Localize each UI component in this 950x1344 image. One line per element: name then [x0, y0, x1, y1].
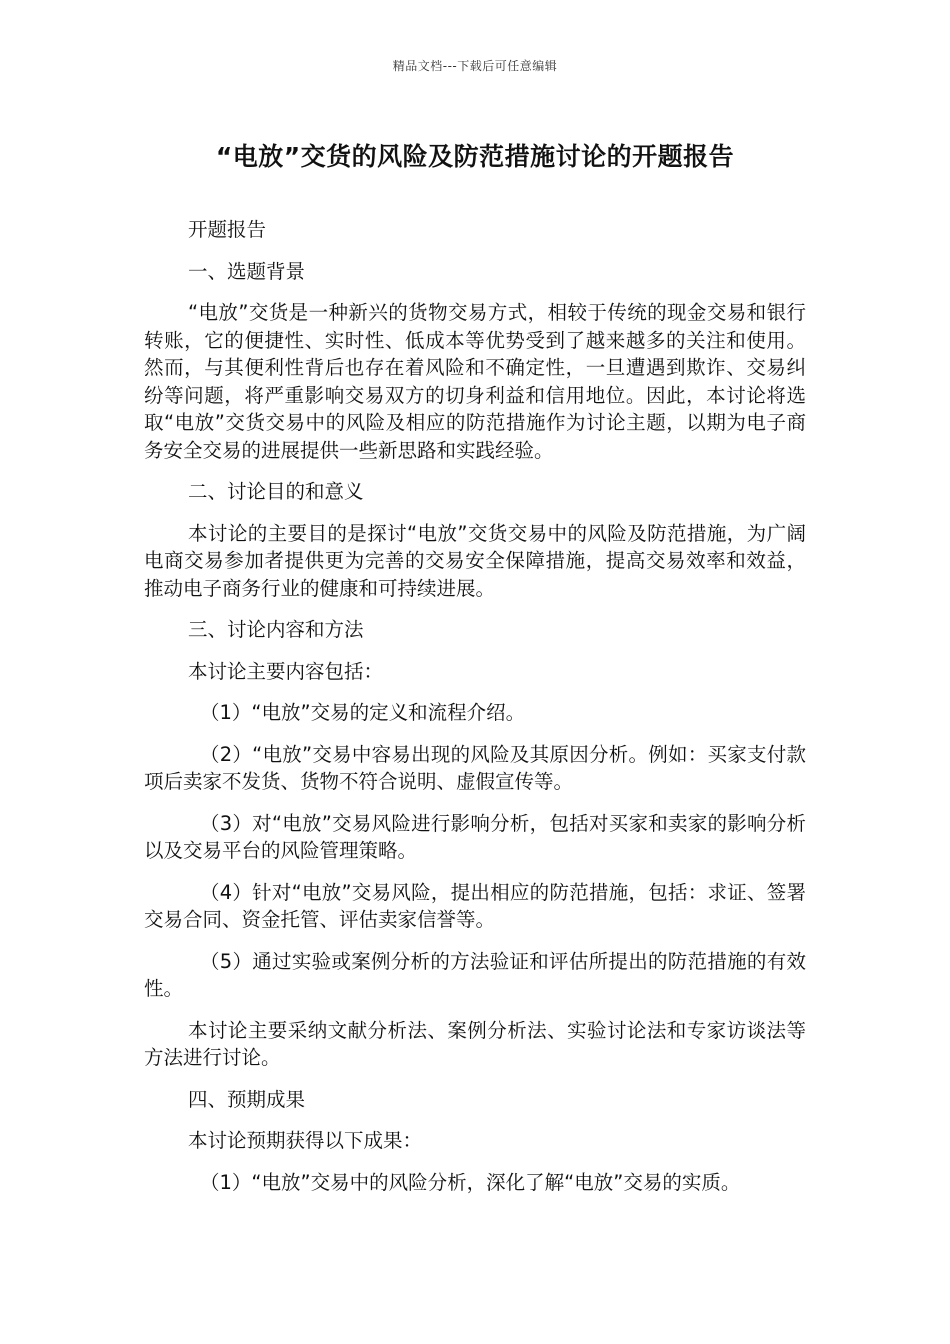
heading-purpose: 二、讨论目的和意义	[188, 480, 364, 503]
paragraph-purpose: 本讨论的主要目的是探讨“电放”交货交易中的风险及防范措施，为广阔电商交易参加者提供更为完善的交易安全保障措施，提高交易效率和效益，推动电子商务行业的健康和可持续进展。	[144, 521, 806, 600]
list-item: （3）对“电放”交易风险进行影响分析，包括对买家和卖家的影响分析以及交易平台的风险管理策略。	[144, 811, 806, 862]
section-label-proposal: 开题报告	[188, 218, 267, 241]
heading-expected-results: 四、预期成果	[188, 1087, 306, 1111]
paragraph-content-intro: 本讨论主要内容包括：	[188, 659, 384, 683]
paragraph-methods: 本讨论主要采纳文献分析法、案例分析法、实验讨论法和专家访谈法等方法进行讨论。	[144, 1018, 806, 1069]
paragraph-background: “电放”交货是一种新兴的货物交易方式，相较于传统的现金交易和银行转账，它的便捷性、实时性、低成本等优势受到了越来越多的关注和使用。然而，与其便利性背后也存在着风险和不确定性，一旦遭遇到欺诈、交易纠纷等问题，将严重影响交易双方的切身利益和信用地位。因此，本讨论将选取“电放”交货交易中的风险及相应的防范措施作为讨论主题，以期为电子商务安全交易的进展提供一些新思路和实践经验。	[144, 301, 806, 462]
header-note: 精品文档---下载后可任意编辑	[392, 59, 558, 73]
list-item: （4）针对“电放”交易风险，提出相应的防范措施，包括：求证、签署交易合同、资金托管、评估卖家信誉等。	[144, 880, 806, 931]
heading-background: 一、选题背景	[188, 259, 306, 283]
document-body	[144, 216, 806, 1210]
heading-content-method: 三、讨论内容和方法	[188, 618, 364, 641]
list-item: （5）通过实验或案例分析的方法验证和评估所提出的防范措施的有效性。	[144, 949, 806, 1000]
list-item: （2）“电放”交易中容易出现的风险及其原因分析。例如：买家支付款项后卖家不发货、货物不符合说明、虚假宣传等。	[144, 742, 806, 793]
paragraph-results-intro: 本讨论预期获得以下成果：	[188, 1129, 423, 1152]
list-item: （1）“电放”交易中的风险分析，深化了解“电放”交易的实质。	[200, 1170, 741, 1194]
document-title: “电放”交货的风险及防范措施讨论的开题报告	[215, 142, 735, 171]
list-item: （1）“电放”交易的定义和流程介绍。	[200, 701, 526, 724]
